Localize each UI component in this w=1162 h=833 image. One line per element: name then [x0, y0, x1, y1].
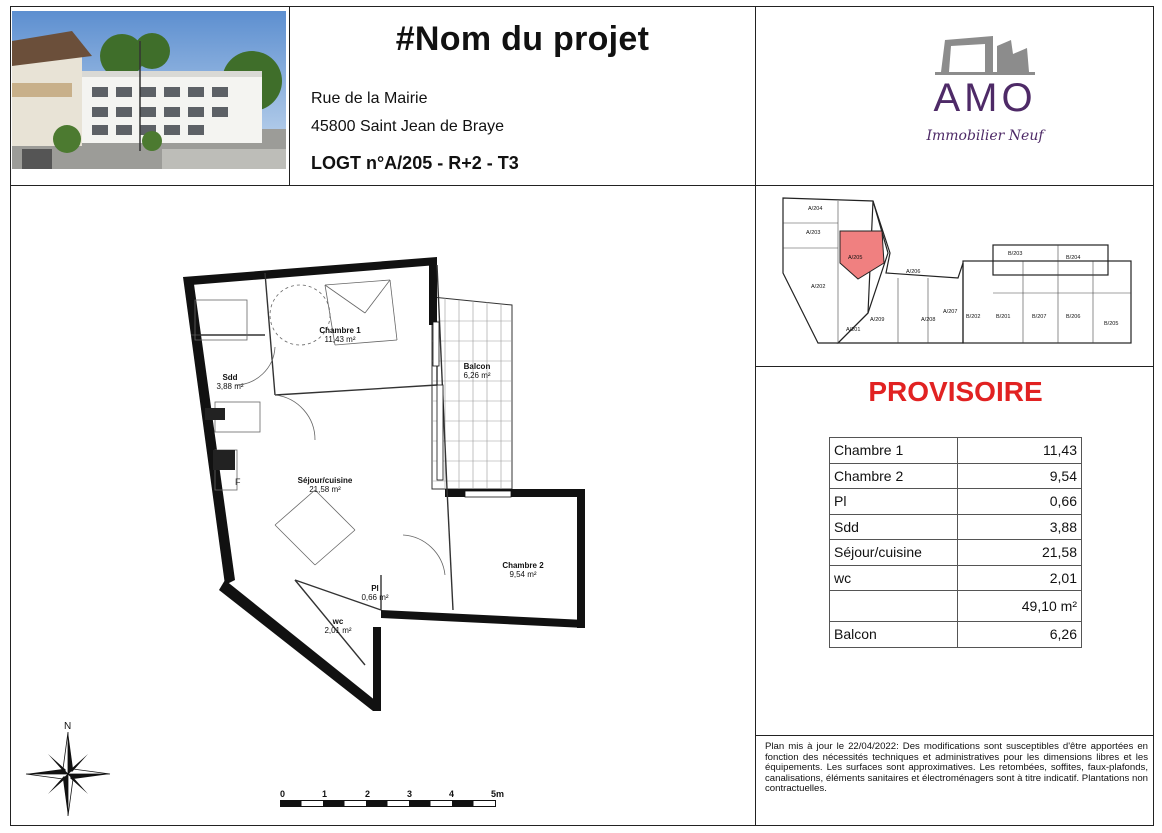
room-label: Pl 0,66 m²	[361, 584, 389, 602]
surface-room: Sdd	[830, 514, 958, 540]
scale-tick: 2	[365, 789, 371, 799]
divider	[755, 366, 1154, 367]
key-plan-label: B/202	[966, 314, 981, 320]
surface-room: Chambre 1	[830, 438, 958, 464]
scale-tick: 5m	[491, 789, 505, 799]
room-label: Balcon 6,26 m²	[463, 362, 491, 380]
north-compass-icon	[22, 718, 114, 818]
surface-value: 21,58	[958, 540, 1082, 566]
surface-value: 49,10 m²	[958, 591, 1082, 622]
surface-row	[830, 540, 1082, 566]
key-plan-label: A/203	[806, 230, 821, 236]
surface-room: Séjour/cuisine	[830, 540, 958, 566]
address-city: 45800 Saint Jean de Braye	[311, 118, 505, 135]
room-label: wc 2,01 m²	[324, 617, 352, 635]
surface-value: 9,54	[958, 463, 1082, 489]
key-plan	[778, 193, 1133, 351]
surface-row	[830, 591, 1082, 622]
surface-room: wc	[830, 565, 958, 591]
surface-row	[830, 622, 1082, 648]
divider	[755, 6, 756, 826]
surface-room: Balcon	[830, 622, 958, 648]
amo-logo	[915, 30, 1055, 160]
key-plan-label: B/204	[1066, 255, 1081, 261]
surface-value: 3,88	[958, 514, 1082, 540]
surface-value: 11,43	[958, 438, 1082, 464]
disclaimer-text: Plan mis à jour le 22/04/2022: Des modifications sont susceptibles d'être apportées en fonction des nécessités techniques et administratives pour les dimensions libres et les équipements. Les surfaces sont approximatives. Les retombées, soffites, faux-plafonds, canalisations, éléments sanitaires et électroménagers sont à titre indicatif. Plantations non contractuelles.	[765, 741, 1148, 795]
svg-text:F: F	[235, 477, 241, 487]
surface-room: Chambre 2	[830, 463, 958, 489]
key-plan-label: A/206	[906, 269, 921, 275]
surface-value: 0,66	[958, 489, 1082, 515]
key-plan-label: B/205	[1104, 321, 1119, 327]
scale-tick: 1	[322, 789, 328, 799]
surface-row	[830, 463, 1082, 489]
key-plan-label: A/208	[921, 317, 936, 323]
key-plan-label: A/204	[808, 206, 823, 212]
logo-tagline: Immobilier Neuf	[926, 128, 1044, 144]
surface-value: 6,26	[958, 622, 1082, 648]
building-photo	[12, 11, 286, 169]
address-street: Rue de la Mairie	[311, 90, 428, 107]
key-plan-label: B/207	[1032, 314, 1047, 320]
header-divider	[10, 185, 1154, 186]
room-label: Chambre 2 9,54 m²	[502, 561, 544, 579]
room-label: Chambre 1 11,43 m²	[319, 326, 361, 344]
key-plan-label: A/207	[943, 309, 958, 315]
key-plan-label: B/206	[1066, 314, 1081, 320]
scale-tick: 4	[449, 789, 455, 799]
key-plan-label: A/201	[846, 327, 861, 333]
project-title: #Nom du projet	[395, 20, 650, 58]
surface-row	[830, 438, 1082, 464]
balcony	[432, 297, 512, 489]
surface-value: 2,01	[958, 565, 1082, 591]
logo-brand: AMO	[933, 76, 1037, 120]
floor-plan	[175, 245, 595, 715]
key-plan-label: B/201	[996, 314, 1011, 320]
divider	[755, 735, 1154, 736]
room-label: Séjour/cuisine 21,58 m²	[297, 476, 353, 494]
surface-row	[830, 514, 1082, 540]
surface-room	[830, 591, 958, 622]
north-label: N	[64, 721, 72, 732]
key-plan-label: B/203	[1008, 251, 1023, 257]
lot-reference: LOGT n°A/205 - R+2 - T3	[311, 153, 519, 173]
key-plan-label: A/209	[870, 317, 885, 323]
key-plan-label: A/205	[848, 255, 863, 261]
surface-table	[829, 437, 1082, 648]
key-plan-label: A/202	[811, 284, 826, 290]
surface-row	[830, 489, 1082, 515]
surface-row	[830, 565, 1082, 591]
scale-bar	[280, 800, 505, 808]
scale-tick: 3	[407, 789, 413, 799]
surface-room: Pl	[830, 489, 958, 515]
status-label: PROVISOIRE	[868, 376, 1043, 407]
room-label: Sdd 3,88 m²	[216, 373, 244, 391]
scale-tick: 0	[280, 789, 286, 799]
